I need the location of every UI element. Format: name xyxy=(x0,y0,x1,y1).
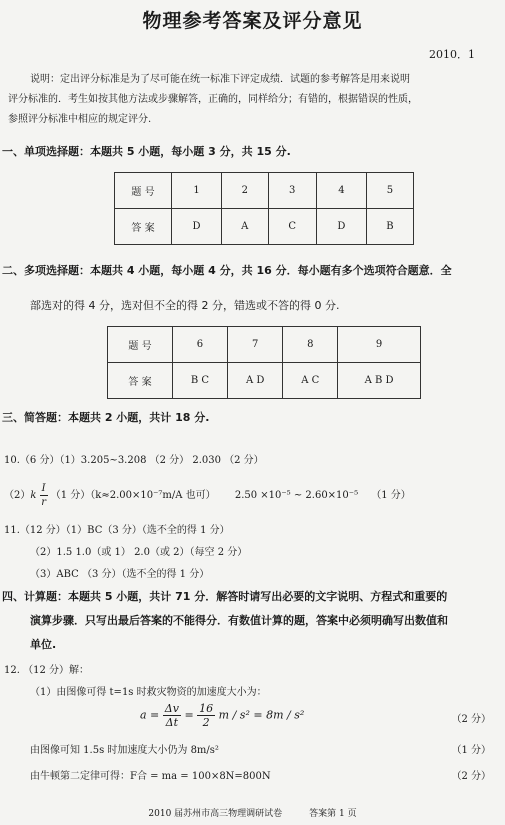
answer-cell: D xyxy=(316,209,366,245)
eq-fraction-2 xyxy=(197,702,215,729)
q12-line-1: （1）由图像可得 t=1s 时救灾物资的加速度大小为： xyxy=(30,687,267,698)
question-number: 4 xyxy=(316,173,366,209)
q10-prefix: （2） xyxy=(4,490,31,501)
question-number: 9 xyxy=(338,327,421,363)
page-footer: 2010 届苏州市高三物理调研试卷 答案第 1 页 xyxy=(148,809,357,819)
eq-lhs: a = xyxy=(140,708,160,722)
q11-line-1: 11.（12 分）（1）BC（3 分）（选不全的得 1 分） xyxy=(4,525,230,536)
q10-k: k xyxy=(30,490,37,501)
answer-cell: A xyxy=(222,209,268,245)
q10-range: 2.50 ×10⁻⁵ ~ 2.60×10⁻⁵ xyxy=(234,490,359,501)
section2-heading: 二、多项选择题：本题共 4 小题，每小题 4 分，共 16 分．每小题有多个选项符合题意．全 xyxy=(2,264,452,277)
section4-heading-cont2: 单位. xyxy=(30,638,57,651)
page-title: 物理参考答案及评分意见 xyxy=(142,10,363,32)
eq-num-2: 16 xyxy=(199,702,214,715)
q10-line-2 xyxy=(4,482,411,509)
section4-heading-cont: 演算步骤．只写出最后答案的不能得分．有数值计算的题，答案中必须明确写出数值和 xyxy=(30,614,448,627)
answer-cell: A D xyxy=(227,363,283,399)
table-row xyxy=(115,209,414,245)
q10-frac-num: I xyxy=(41,483,46,494)
question-number: 7 xyxy=(227,327,283,363)
eq-den-2: 2 xyxy=(202,716,210,729)
question-label: 题 号 xyxy=(115,173,172,209)
answer-cell: B C xyxy=(173,363,228,399)
q12-line-2: 由图像可知 1.5s 时加速度大小仍为 8m/s² xyxy=(30,745,219,756)
note-line-1: 说明：定出评分标准是为了尽可能在统一标准下评定成绩．试题的参考解答是用来说明 xyxy=(30,74,410,85)
eq-num-1: Δv xyxy=(164,702,179,715)
q12-equation xyxy=(140,702,304,729)
q10-line-1: 10.（6 分）（1）3.205~3.208 （2 分） 2.030 （2 分） xyxy=(4,455,264,466)
question-number: 1 xyxy=(172,173,222,209)
answer-cell: D xyxy=(172,209,222,245)
eq-fraction-1 xyxy=(163,702,181,729)
table-row xyxy=(115,173,414,209)
q10-score: （1 分） xyxy=(371,490,411,501)
note-line-3: 参照评分标准中相应的规定评分. xyxy=(8,114,152,125)
q11-line-2: （2）1.5 1.0（或 1） 2.0（或 2）（每空 2 分） xyxy=(30,547,248,558)
table-row xyxy=(108,363,421,399)
q11-line-3: （3）ABC （3 分）（选不全的得 1 分） xyxy=(30,569,210,580)
answer-cell: B xyxy=(366,209,413,245)
eq-rhs: m / s² = 8m / s² xyxy=(218,708,305,722)
answer-label: 答 案 xyxy=(108,363,173,399)
q12-eq-score: （2 分） xyxy=(451,714,491,725)
q12-line-3: 由牛顿第二定律可得：F合 = ma = 100×8N=800N xyxy=(30,771,271,782)
answer-cell: A C xyxy=(283,363,338,399)
date: 2010．1 xyxy=(429,48,475,61)
section3-heading: 三、简答题：本题共 2 小题，共计 18 分. xyxy=(2,411,210,424)
q10-mid: （1 分）（k≈2.00×10⁻⁷m/A 也可） xyxy=(50,490,216,501)
answer-label: 答 案 xyxy=(115,209,172,245)
section1-heading: 一、单项选择题：本题共 5 小题，每小题 3 分，共 15 分. xyxy=(2,145,291,158)
question-number: 8 xyxy=(283,327,338,363)
question-number: 2 xyxy=(222,173,268,209)
q12-title: 12. （12 分）解： xyxy=(4,665,89,676)
q12-line-2-score: （1 分） xyxy=(451,745,491,756)
answer-cell: A B D xyxy=(338,363,421,399)
question-label: 题 号 xyxy=(108,327,173,363)
eq-den-1: Δt xyxy=(165,716,179,729)
q10-frac-den: r xyxy=(41,497,46,508)
section2-table xyxy=(107,326,421,399)
section4-heading: 四、计算题：本题共 5 小题，共计 71 分．解答时请写出必要的文字说明、方程式和重要的 xyxy=(2,590,448,603)
q12-line-3-score: （2 分） xyxy=(451,771,491,782)
section2-heading-cont: 部选对的得 4 分，选对但不全的得 2 分，错选或不答的得 0 分. xyxy=(30,299,340,312)
question-number: 5 xyxy=(366,173,413,209)
table-row xyxy=(108,327,421,363)
question-number: 6 xyxy=(173,327,228,363)
answer-cell: C xyxy=(268,209,316,245)
question-number: 3 xyxy=(268,173,316,209)
section1-table xyxy=(114,172,414,245)
q10-fraction xyxy=(40,482,48,509)
note-line-2: 评分标准的．考生如按其他方法或步骤解答，正确的，同样给分；有错的，根据错误的性质， xyxy=(8,94,418,105)
eq-equals: = xyxy=(184,708,194,722)
